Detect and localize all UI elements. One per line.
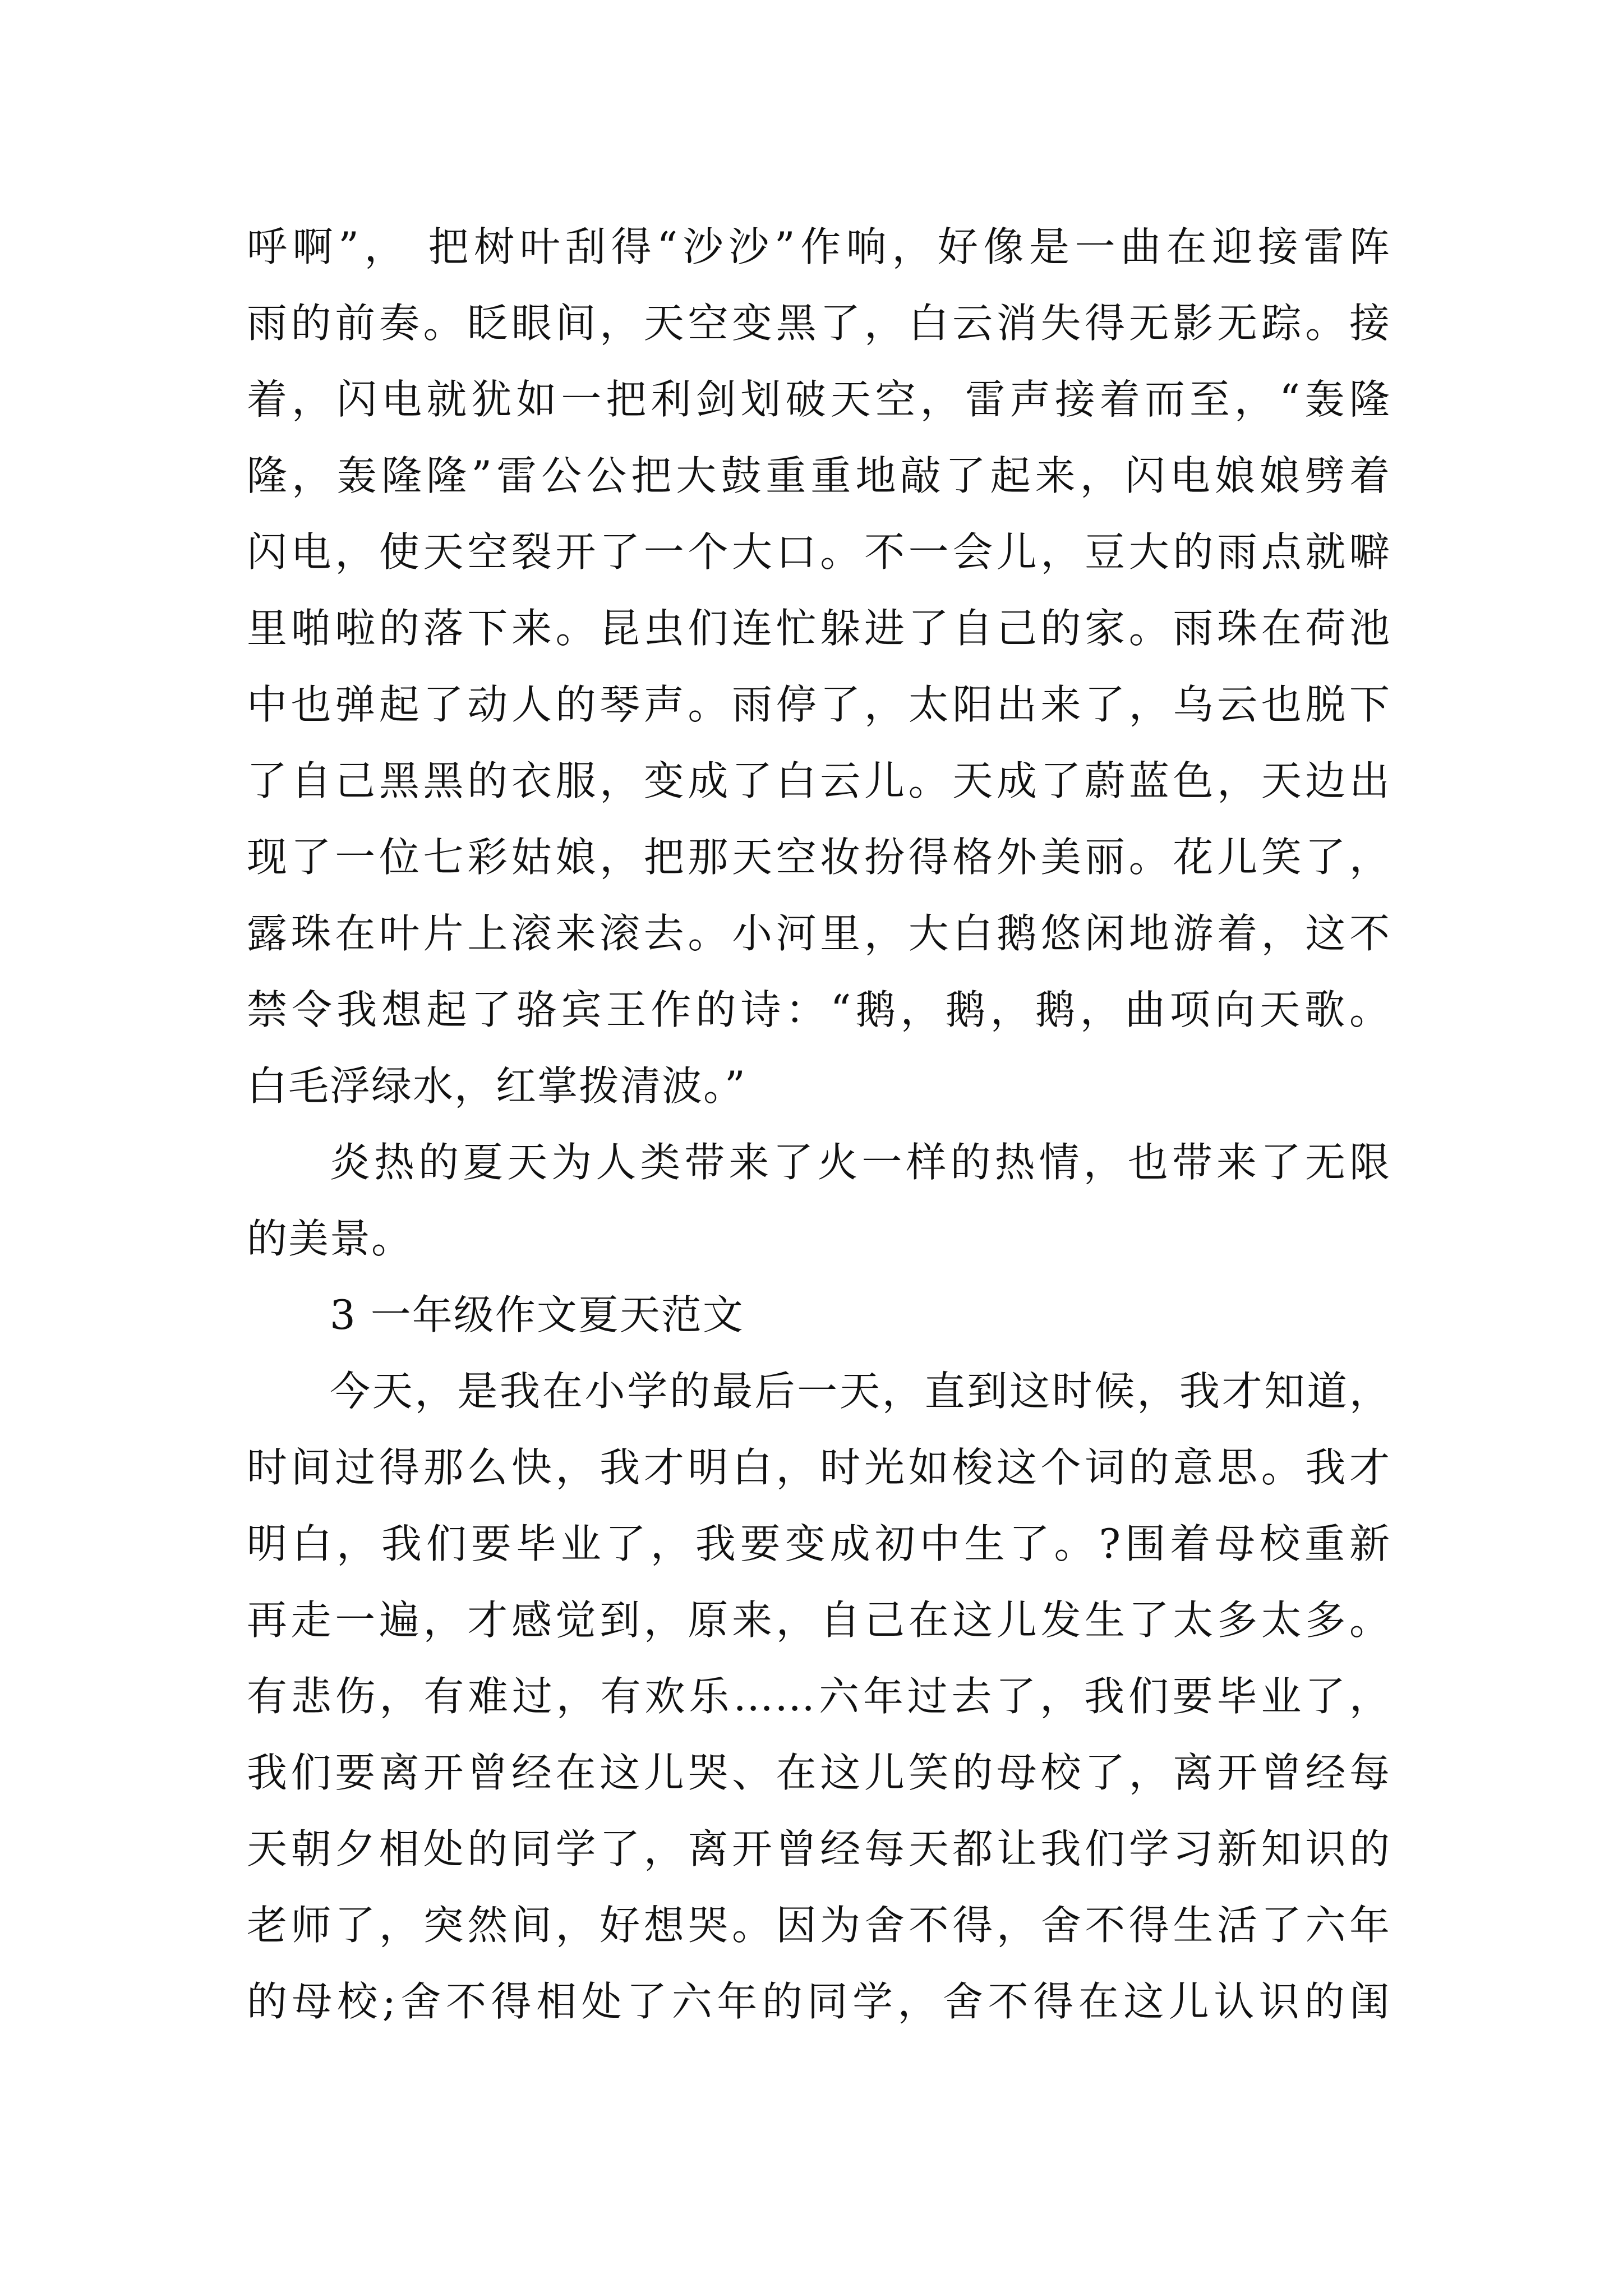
text-line: 再走一遍，才感觉到，原来，自己在这儿发生了太多太多。 <box>247 1596 1391 1644</box>
heading-text: 3 一年级作文夏天范文 <box>330 1291 744 1338</box>
text-line: 禁令我想起了骆宾王作的诗：“鹅，鹅，鹅，曲项向天歌。 <box>247 986 1391 1033</box>
text-line: 现了一位七彩姑娘，把那天空妆扮得格外美丽。花儿笑了， <box>247 834 1391 881</box>
paragraph-storm <box>247 209 1391 1124</box>
text-line: 天朝夕相处的同学了，离开曾经每天都让我们学习新知识的 <box>247 1825 1391 1872</box>
text-line: 了自己黑黑的衣服，变成了白云儿。天成了蔚蓝色，天边出 <box>247 757 1391 804</box>
paragraph-graduation <box>247 1353 1391 2040</box>
document-body <box>247 209 1391 2040</box>
text-line: 着，闪电就犹如一把利剑划破天空，雷声接着而至，“轰隆 <box>247 376 1391 423</box>
text-line: 炎热的夏天为人类带来了火一样的热情，也带来了无限 <box>330 1139 1391 1186</box>
text-line: 闪电，使天空裂开了一个大口。不一会儿，豆大的雨点就噼 <box>247 528 1391 576</box>
text-line: 时间过得那么快，我才明白，时光如梭这个词的意思。我才 <box>247 1444 1391 1491</box>
text-line: 今天，是我在小学的最后一天，直到这时候，我才知道， <box>330 1368 1391 1415</box>
text-line: 有悲伤，有难过，有欢乐……六年过去了，我们要毕业了， <box>247 1673 1391 1720</box>
section-heading <box>247 1277 1391 1353</box>
text-line: 白毛浮绿水，红掌拨清波。” <box>247 1062 746 1110</box>
text-line: 呼啊”， 把树叶刮得“沙沙”作响，好像是一曲在迎接雷阵 <box>247 223 1391 270</box>
paragraph-summer-conclusion <box>247 1124 1391 1277</box>
text-line: 的母校;舍不得相处了六年的同学，舍不得在这儿认识的闺 <box>247 1978 1391 2025</box>
text-line: 露珠在叶片上滚来滚去。小河里，大白鹅悠闲地游着，这不 <box>247 910 1391 957</box>
text-line: 中也弹起了动人的琴声。雨停了，太阳出来了，乌云也脱下 <box>247 681 1391 728</box>
text-line: 老师了，突然间，好想哭。因为舍不得，舍不得生活了六年 <box>247 1902 1391 1949</box>
text-line: 我们要离开曾经在这儿哭、在这儿笑的母校了，离开曾经每 <box>247 1749 1391 1796</box>
text-line: 里啪啦的落下来。昆虫们连忙躲进了自己的家。雨珠在荷池 <box>247 605 1391 652</box>
text-line: 雨的前奏。眨眼间，天空变黑了，白云消失得无影无踪。接 <box>247 300 1391 347</box>
text-line: 隆，轰隆隆”雷公公把大鼓重重地敲了起来，闪电娘娘劈着 <box>247 452 1391 499</box>
text-line: 明白，我们要毕业了，我要变成初中生了。?围着母校重新 <box>247 1520 1391 1567</box>
text-line: 的美景。 <box>247 1215 413 1262</box>
